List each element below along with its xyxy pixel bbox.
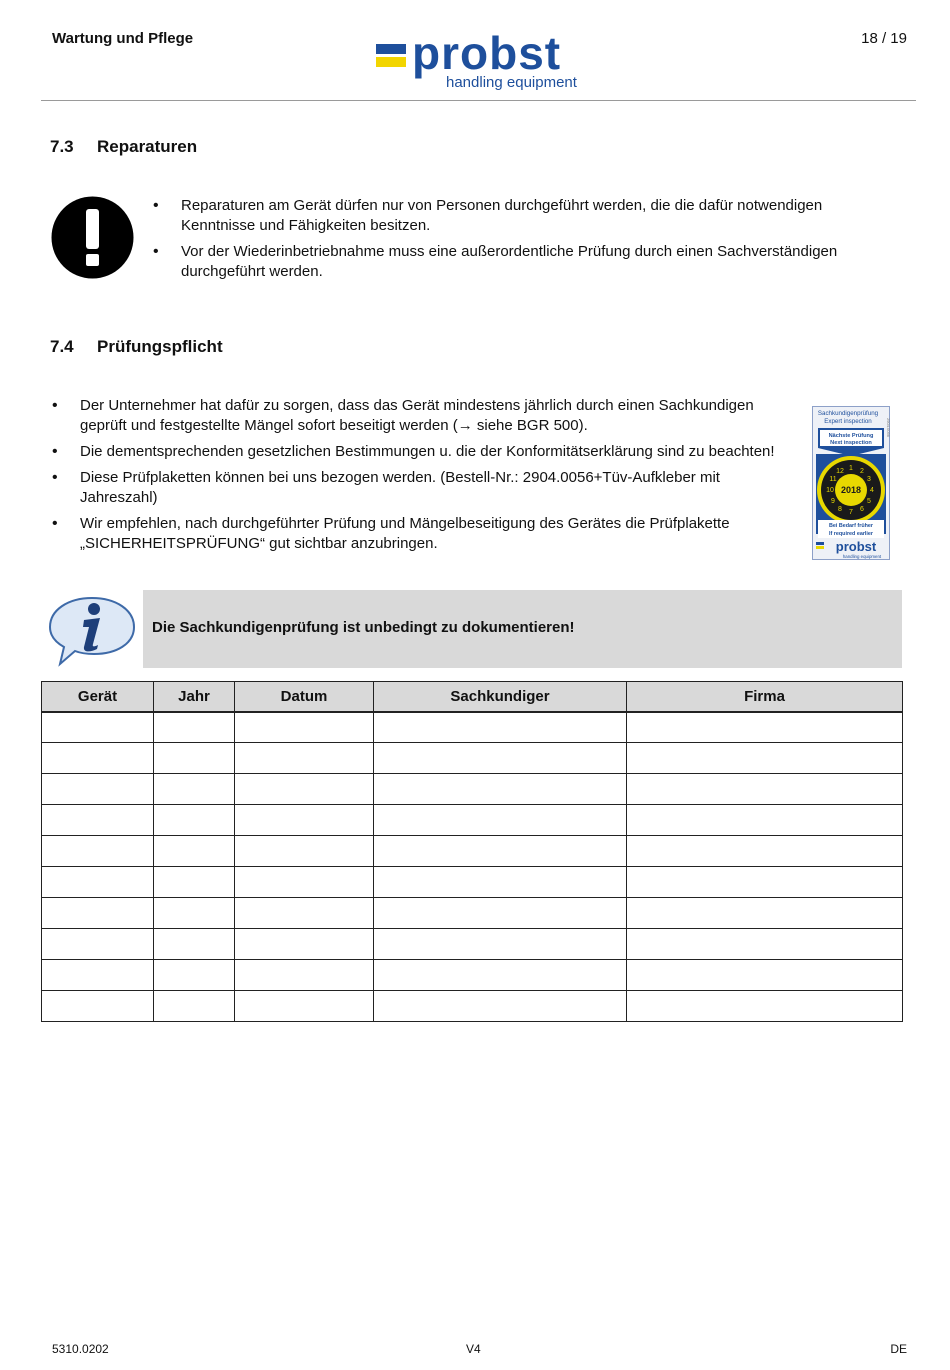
table-cell[interactable] [235,805,374,836]
probst-logo [376,27,596,96]
table-cell[interactable] [374,712,627,743]
svg-text:10: 10 [826,487,834,494]
logo-word: probst [412,27,562,79]
table-cell[interactable] [154,836,235,867]
sticker-line1: Sachkundigenprüfung [817,410,879,417]
svg-text:11: 11 [829,476,837,483]
table-cell[interactable] [374,867,627,898]
column-header-jahr: Jahr [154,682,235,712]
table-row [42,960,903,991]
svg-text:3: 3 [867,476,871,483]
svg-text:7: 7 [849,509,853,516]
table-cell[interactable] [374,774,627,805]
note-text: Die Sachkundigenprüfung ist unbedingt zu dokumentieren! [152,619,575,636]
table-cell[interactable] [374,929,627,960]
column-header-datum: Datum [235,682,374,712]
table-cell[interactable] [235,836,374,867]
documentation-note [143,590,902,668]
section-number: 7.3 [50,137,74,156]
list-item: • Diese Prüfplaketten können bei uns bezogen werden. (Bestell-Nr.: 2904.0056+Tüv-Aufkleber mit Jahreszahl) [52,468,792,508]
list-item: • Vor der Wiederinbetriebnahme muss eine außerordentliche Prüfung durch einen Sachverständigen durchgeführt werden. [153,242,873,282]
table-cell[interactable] [42,743,154,774]
doc-number: 5310.0202 [52,1342,109,1356]
page-number: 18 / 19 [861,30,907,47]
svg-text:12: 12 [836,468,844,475]
svg-text:4: 4 [870,487,874,494]
table-cell[interactable] [627,960,903,991]
section-title: Prüfungspflicht [97,337,223,356]
table-body [42,712,903,1022]
table-cell[interactable] [154,743,235,774]
table-cell[interactable] [374,991,627,1022]
sticker-line2: Expert inspection [824,418,872,425]
inspection-log-table [41,681,903,1022]
table-row [42,712,903,743]
table-cell[interactable] [235,991,374,1022]
svg-text:1: 1 [849,465,853,472]
table-cell[interactable] [154,960,235,991]
table-cell[interactable] [235,867,374,898]
table-cell[interactable] [235,712,374,743]
table-cell[interactable] [42,712,154,743]
table-cell[interactable] [42,836,154,867]
table-cell[interactable] [42,805,154,836]
repair-bullet-list [153,196,873,288]
table-cell[interactable] [627,774,903,805]
doc-language: DE [890,1342,907,1356]
table-cell[interactable] [154,805,235,836]
table-cell[interactable] [235,960,374,991]
table-cell[interactable] [627,805,903,836]
table-cell[interactable] [42,774,154,805]
table-cell[interactable] [42,867,154,898]
sticker-year: 2018 [840,485,862,495]
list-item: • Reparaturen am Gerät dürfen nur von Personen durchgeführt werden, die die dafür notwendigen Kenntnisse und Fähigkeiten besitzen. [153,196,873,236]
table-cell[interactable] [42,898,154,929]
table-cell[interactable] [154,867,235,898]
sticker-side-code: 2904.0056 [886,418,891,437]
list-item: • Die dementsprechenden gesetzlichen Bestimmungen u. die der Konformitätserklärung sind zu beachten! [52,442,792,462]
section-number: 7.4 [50,337,74,356]
table-cell[interactable] [235,774,374,805]
table-cell[interactable] [154,712,235,743]
table-cell[interactable] [627,929,903,960]
table-cell[interactable] [42,929,154,960]
svg-text:5: 5 [867,498,871,505]
table-row [42,898,903,929]
table-cell[interactable] [154,898,235,929]
sticker-line4: Next inspection [830,440,872,446]
sticker-brand: probst [835,539,877,554]
column-header-geraet: Gerät [42,682,154,712]
table-cell[interactable] [627,712,903,743]
table-cell[interactable] [235,929,374,960]
table-cell[interactable] [627,743,903,774]
section-heading-7-4 [50,337,223,357]
table-cell[interactable] [235,743,374,774]
table-cell[interactable] [374,743,627,774]
logo-blue-bar [376,44,406,54]
table-cell[interactable] [627,898,903,929]
table-row [42,743,903,774]
table-cell[interactable] [627,836,903,867]
table-row [42,805,903,836]
doc-version: V4 [466,1342,481,1356]
info-icon [48,596,136,666]
table-cell[interactable] [374,836,627,867]
column-header-firma: Firma [627,682,903,712]
table-cell[interactable] [154,929,235,960]
header-section-title: Wartung und Pflege [52,30,194,47]
logo-yellow-bar [376,57,406,67]
sticker-line6: If required earlier [828,531,874,537]
list-item: • Wir empfehlen, nach durchgeführter Prüfung und Mängelbeseitigung des Gerätes die Prüfplakette „SICHERHEITSPRÜFUNG“ gut sichtbar anzubringen. [52,514,792,554]
svg-text:6: 6 [860,506,864,513]
table-row [42,929,903,960]
sticker-line3: Nächste Prüfung [828,433,874,439]
exclamation-icon [51,196,134,279]
section-title: Reparaturen [97,137,198,156]
table-cell[interactable] [235,898,374,929]
svg-text:9: 9 [831,498,835,505]
table-header-row [42,682,903,712]
table-cell[interactable] [374,960,627,991]
logo-tagline: handling equipment [446,74,577,91]
table-row [42,867,903,898]
inspection-bullet-list [52,396,792,560]
svg-text:8: 8 [838,506,842,513]
table-row [42,991,903,1022]
table-cell[interactable] [627,867,903,898]
column-header-sachkundiger: Sachkundiger [374,682,627,712]
table-cell[interactable] [42,960,154,991]
list-item: • Der Unternehmer hat dafür zu sorgen, dass das Gerät mindestens jährlich durch einen Sachkundigen geprüft und festgestellte Mängel sofort beseitigt werden (→ siehe BGR 500). [52,396,792,436]
table-cell[interactable] [627,991,903,1022]
sticker-line5: Bei Bedarf früher [828,523,874,529]
table-cell[interactable] [374,805,627,836]
table-row [42,836,903,867]
table-row [42,774,903,805]
inspection-sticker-image [812,406,890,560]
section-heading-7-3 [50,137,197,157]
sticker-brand-sub: handling equipment [842,554,882,559]
header-divider [41,100,916,101]
table-cell[interactable] [154,991,235,1022]
table-cell[interactable] [42,991,154,1022]
table-cell[interactable] [154,774,235,805]
table-cell[interactable] [374,898,627,929]
svg-text:2: 2 [860,468,864,475]
